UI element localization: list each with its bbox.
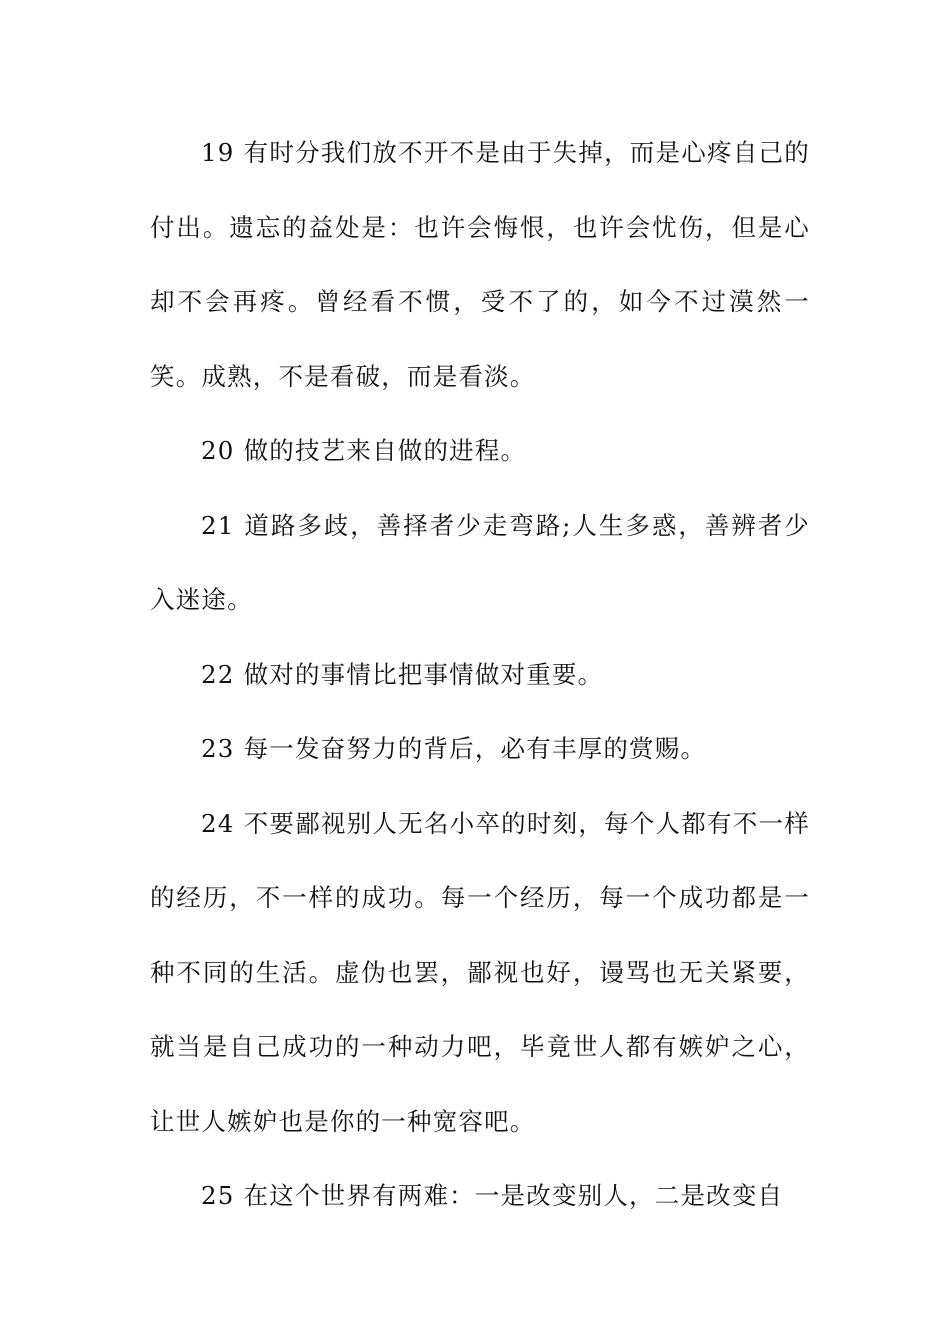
- paragraph-24: 24 不要鄙视别人无名小卒的时刻，每个人都有不一样的经历，不一样的成功。每一个经历，每一个成功都是一种不同的生活。虚伪也罢，鄙视也好，谩骂也无关紧要，就当是自己成功的一种动力吧，毕竟世人都有嫉妒之心，让世人嫉妒也是你的一种宽容吧。: [150, 808, 810, 1136]
- document-page: [150, 116, 810, 1234]
- paragraph-22: 22 做对的事情比把事情做对重要。: [201, 659, 604, 689]
- paragraph-21: 21 道路多歧，善择者少走弯路;人生多惑，善辨者少入迷途。: [150, 510, 810, 614]
- paragraph-23: 23 每一发奋努力的背后，必有丰厚的赏赐。: [201, 734, 707, 763]
- paragraph-19: 19 有时分我们放不开不是由于失掉，而是心疼自己的付出。遗忘的益处是：也许会悔恨，也许会忧伤，但是心却不会再疼。曾经看不惯，受不了的，如今不过漠然一笑。成熟，不是看破，而是看淡。: [150, 138, 810, 391]
- paragraph-25: 25 在这个世界有两难：一是改变别人，二是改变自: [201, 1181, 784, 1210]
- paragraph-20: 20 做的技艺来自做的进程。: [201, 436, 527, 465]
